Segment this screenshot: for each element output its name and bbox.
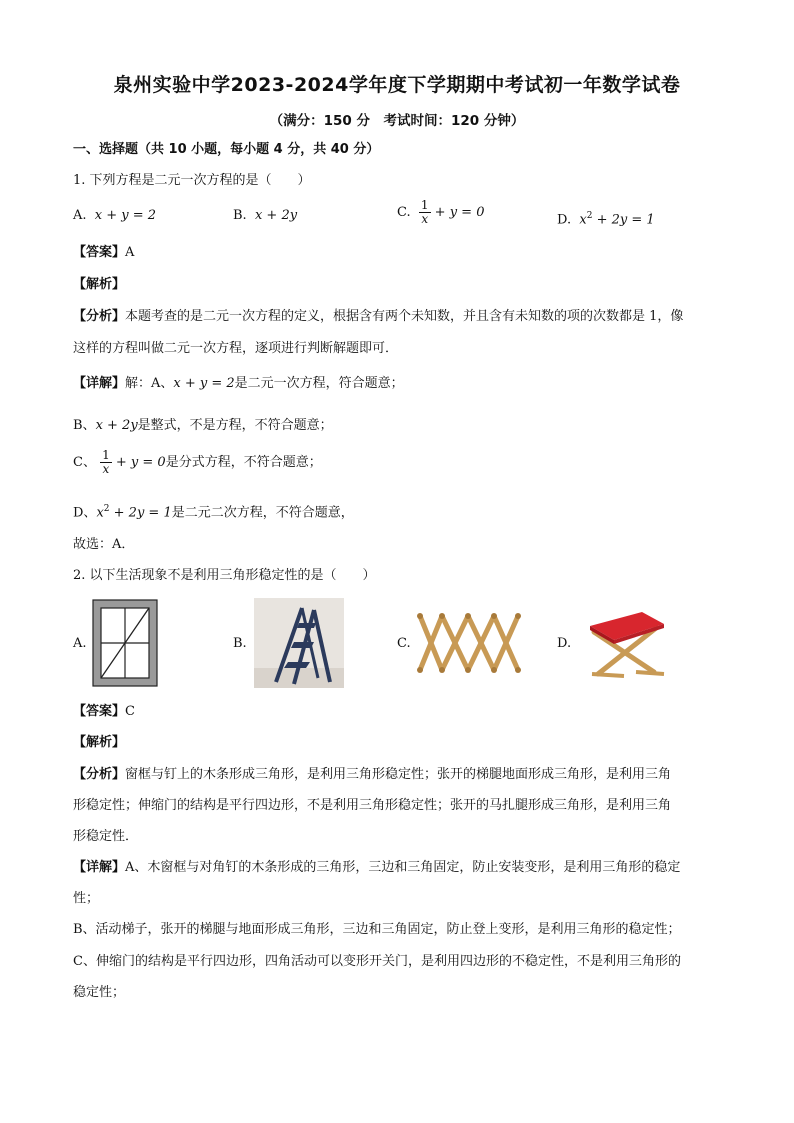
folding-stool-image [584,606,668,682]
q2-detail-c-cont: 稳定性； [73,985,126,1000]
q2-option-b-label: B. [233,636,247,651]
q1-detail-b: B、x + 2y是整式，不是方程，不符合题意； [73,418,333,433]
q2-stem: 2. 以下生活现象不是利用三角形稳定性的是（ ） [73,568,376,583]
window-frame-image [92,599,158,687]
fraction: $\frac{1}{x}$ [420,198,429,226]
q1-option-b: B. x + 2y [233,208,298,223]
q2-option-a-label: A. [73,636,87,651]
section-heading: 一、选择题（共 10 小题，每小题 4 分，共 40 分） [73,142,380,157]
exam-meta: （满分：150 分 考试时间：120 分钟） [269,113,525,129]
q2-detail-c: C、伸缩门的结构是平行四边形，四角活动可以变形开关门，是利用四边形的不稳定性，不是利用三角形的 [73,954,681,969]
expandable-rack-image [414,608,526,678]
q2-fenxi-cont2: 形稳定性． [73,829,139,844]
q1-option-d: D. $x^2 + 2y = 1$ [557,211,655,228]
q1-stem: 1. 下列方程是二元一次方程的是（ ） [73,173,311,188]
q1-fenxi: 【分析】本题考查的是二元一次方程的定义，根据含有两个未知数，并且含有未知数的项的次数都是 1，像 [73,309,684,324]
q2-option-c-label: C. [397,636,411,651]
q2-detail-a-cont: 性； [73,891,100,906]
q1-fenxi-cont: 这样的方程叫做二元一次方程，逐项进行判断解题即可． [73,341,399,356]
q2-option-d-label: D. [557,636,572,651]
q1-analysis-tag: 【解析】 [73,277,126,292]
q2-fenxi: 【分析】窗框与钉上的木条形成三角形，是利用三角形稳定性；张开的梯腿地面形成三角形，是利用三角 [73,767,672,782]
q1-conclusion: 故选：A． [73,537,135,552]
q2-answer: 【答案】C [73,704,135,719]
q1-detail-d: D、$x^2 + 2y = 1$是二元二次方程，不符合题意， [73,504,354,521]
q1-answer: 【答案】A [73,245,135,260]
page-title: 泉州实验中学2023-2024学年度下学期期中考试初一年数学试卷 [113,74,681,96]
step-ladder-image [254,598,344,688]
q2-analysis-tag: 【解析】 [73,735,126,750]
q1-option-c: C. $\frac{1}{x}$ + y = 0 [397,198,485,226]
q1-option-a: A. x + y = 2 [73,208,157,223]
q1-detail-a: 【详解】解：A、x + y = 2是二元一次方程，符合题意； [73,376,404,391]
q2-fenxi-cont: 形稳定性；伸缩门的结构是平行四边形，不是利用三角形稳定性；张开的马扎腿形成三角形，是利用三角 [73,798,672,813]
q2-detail-b: B、活动梯子，张开的梯腿与地面形成三角形，三边和三角固定，防止登上变形，是利用三角形的稳定性； [73,922,681,937]
q2-detail-a: 【详解】A、木窗框与对角钉的木条形成的三角形，三边和三角固定，防止安装变形，是利用三角形的稳定 [73,860,681,875]
q1-detail-c: C、 $\frac{1}{x}$ + y = 0是分式方程，不符合题意； [73,448,322,476]
